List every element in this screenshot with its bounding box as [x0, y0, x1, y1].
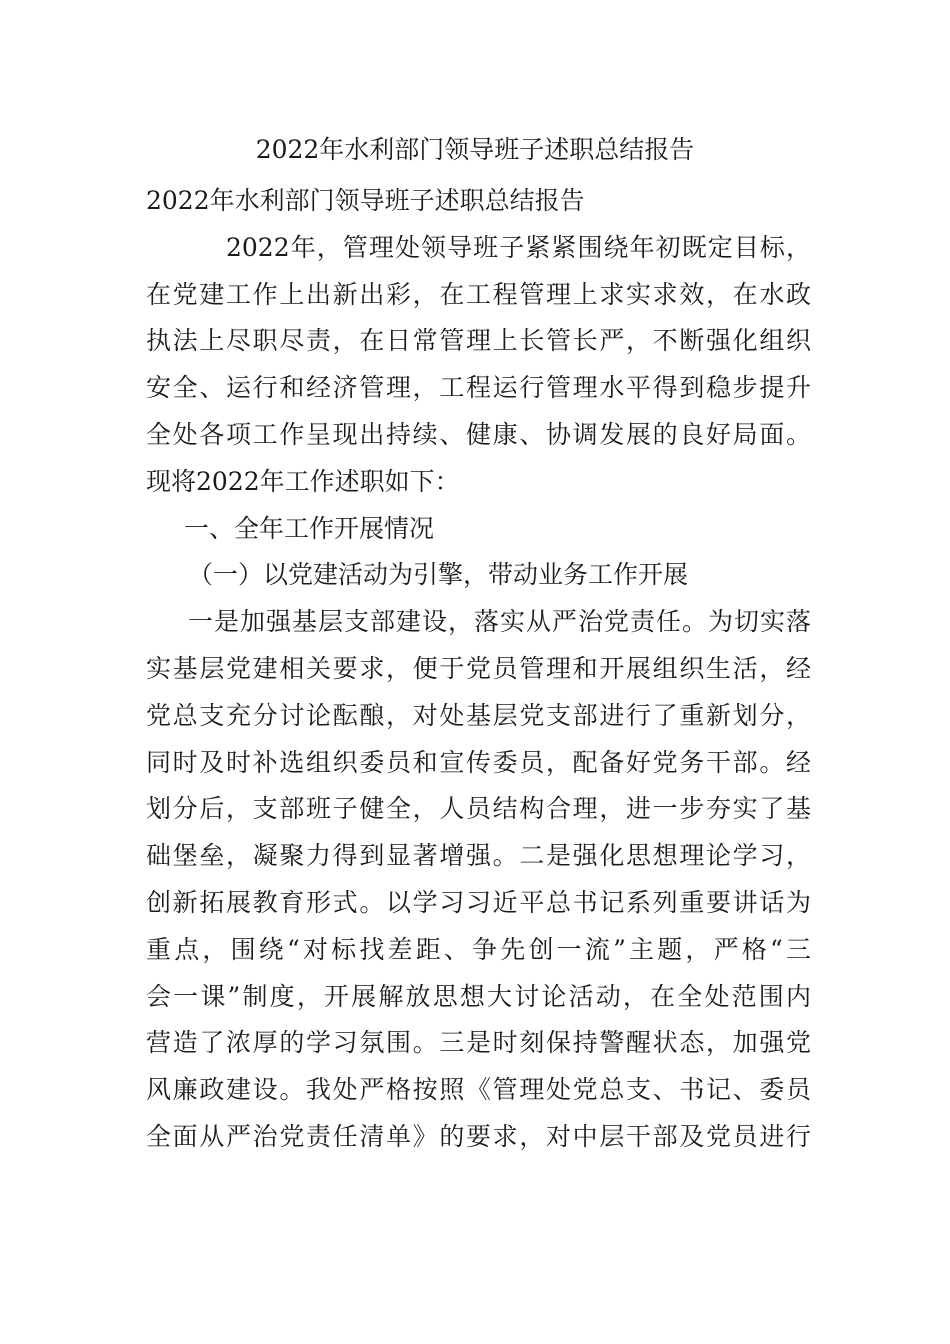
body-line: 重点，围绕“对标找差距、争先创一流”主题，严格“三 — [146, 934, 811, 964]
body-line: 会一课”制度，开展解放思想大讨论活动，在全处范围内 — [146, 981, 811, 1011]
body-line: 创新拓展教育形式。以学习习近平总书记系列重要讲话为 — [146, 887, 811, 917]
intro-line: 2022年，管理处领导班子紧紧围绕年初既定目标， — [226, 232, 811, 262]
body-line: 础堡垒，凝聚力得到显著增强。二是强化思想理论学习， — [146, 841, 811, 871]
document-title: 2022年水利部门领导班子述职总结报告 — [255, 135, 695, 164]
body-line: 实基层党建相关要求，便于党员管理和开展组织生活，经 — [146, 653, 811, 683]
body-line: 划分后，支部班子健全，人员结构合理，进一步夯实了基 — [146, 794, 811, 824]
body-line: 同时及时补选组织委员和宣传委员，配备好党务干部。经 — [146, 747, 811, 777]
body-line: 营造了浓厚的学习氛围。三是时刻保持警醒状态，加强党 — [146, 1028, 811, 1058]
body-line: 风廉政建设。我处严格按照《管理处党总支、书记、委员 — [146, 1075, 811, 1105]
section-heading: 一、全年工作开展情况 — [184, 513, 435, 543]
document-body — [146, 178, 811, 1161]
subsection-heading: （一）以党建活动为引擎，带动业务工作开展 — [188, 560, 689, 590]
intro-line: 在党建工作上出新出彩，在工程管理上求实求效，在水政 — [146, 279, 811, 309]
body-line: 全面从严治党责任清单》的要求，对中层干部及党员进行 — [146, 1121, 811, 1151]
document-subtitle: 2022年水利部门领导班子述职总结报告 — [146, 186, 585, 215]
intro-line: 安全、运行和经济管理，工程运行管理水平得到稳步提升 — [146, 373, 811, 403]
intro-line: 全处各项工作呈现出持续、健康、协调发展的良好局面。 — [146, 419, 811, 449]
body-line: 党总支充分讨论酝酿，对处基层党支部进行了重新划分， — [146, 700, 811, 730]
intro-line: 执法上尽职尽责，在日常管理上长管长严，不断强化组织 — [146, 326, 811, 356]
intro-line: 现将2022年工作述职如下： — [146, 466, 460, 496]
body-line: 一是加强基层支部建设，落实从严治党责任。为切实落 — [188, 607, 811, 637]
